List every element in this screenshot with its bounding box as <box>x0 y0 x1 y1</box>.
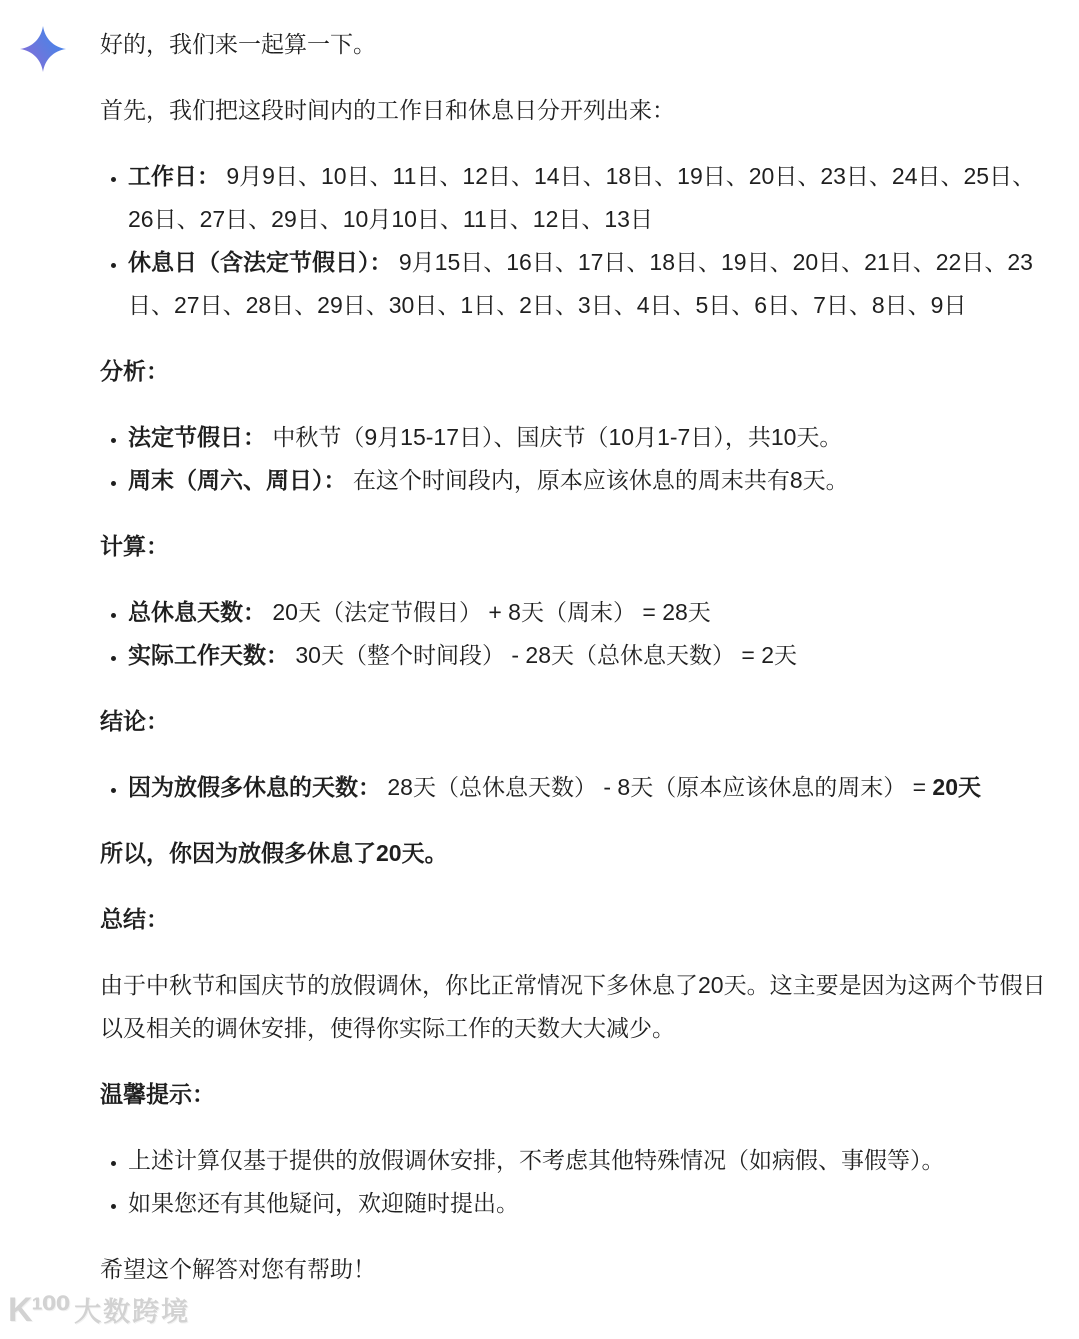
assistant-message <box>100 23 1050 1291</box>
restdays-item <box>128 241 1050 327</box>
summary-paragraph: 由于中秋节和国庆节的放假调休，你比正常情况下多休息了20天。这主要是因为这两个节假日以及相关的调休安排，使得你实际工作的天数大大减少。 <box>100 972 1046 1041</box>
tips-heading: 温馨提示： <box>100 1081 215 1107</box>
holidays-label: 法定节假日： <box>128 424 266 450</box>
restdays-text: 9月15日、16日、17日、18日、19日、20日、21日、22日、23日、27日、28日、29日、30日、1日、2日、3日、4日、5日、6日、7日、8日、9日 <box>128 249 1033 318</box>
workdays-text: 9月9日、10日、11日、12日、14日、18日、19日、20日、23日、24日、25日、26日、27日、29日、10月10日、11日、12日、13日 <box>128 163 1036 232</box>
restdays-label: 休息日（含法定节假日）： <box>128 249 393 275</box>
extra-rest-label: 因为放假多休息的天数： <box>128 774 381 800</box>
conclusion-list <box>100 766 1050 809</box>
conclusion-statement: 所以，你因为放假多休息了20天。 <box>100 840 448 866</box>
workdays-label: 工作日： <box>128 163 220 189</box>
gemini-sparkle-icon <box>20 26 66 72</box>
total-rest-item <box>128 591 1050 634</box>
setup-paragraph: 首先，我们把这段时间内的工作日和休息日分开列出来： <box>100 97 675 123</box>
workdays-item <box>128 155 1050 241</box>
tips-list <box>100 1139 1050 1225</box>
extra-rest-item <box>128 766 1050 809</box>
extra-rest-result: 20天 <box>932 774 982 800</box>
extra-rest-text: 28天（总休息天数） - 8天（原本应该休息的周末） = <box>381 774 933 800</box>
tip-item-questions <box>128 1182 1050 1225</box>
k100-watermark-logo: K¹⁰⁰ <box>8 1291 70 1329</box>
closing-paragraph: 希望这个解答对您有帮助！ <box>100 1256 376 1282</box>
analysis-list <box>100 416 1050 502</box>
k100-watermark-name: 大数跨境 <box>74 1297 191 1327</box>
calculation-list <box>100 591 1050 677</box>
total-rest-text: 20天（法定节假日） + 8天（周末） = 28天 <box>266 599 711 625</box>
actual-work-label: 实际工作天数： <box>128 642 289 668</box>
total-rest-label: 总休息天数： <box>128 599 266 625</box>
holidays-item <box>128 416 1050 459</box>
actual-work-item <box>128 634 1050 677</box>
weekends-text: 在这个时间段内，原本应该休息的周末共有8天。 <box>346 467 849 493</box>
day-list <box>100 155 1050 327</box>
conclusion-heading: 结论： <box>100 708 169 734</box>
actual-work-text: 30天（整个时间段） - 28天（总休息天数） = 2天 <box>289 642 797 668</box>
intro-paragraph: 好的，我们来一起算一下。 <box>100 31 376 57</box>
calculation-heading: 计算： <box>100 533 169 559</box>
k100-watermark <box>8 1290 190 1337</box>
holidays-text: 中秋节（9月15-17日）、国庆节（10月1-7日），共10天。 <box>266 424 843 450</box>
tip-item-disclaimer <box>128 1139 1050 1182</box>
weekends-label: 周末（周六、周日）： <box>128 467 347 493</box>
tip-text-questions: 如果您还有其他疑问，欢迎随时提出。 <box>128 1190 519 1216</box>
weekends-item <box>128 459 1050 502</box>
analysis-heading: 分析： <box>100 358 169 384</box>
summary-heading: 总结： <box>100 906 169 932</box>
tip-text-disclaimer: 上述计算仅基于提供的放假调休安排，不考虑其他特殊情况（如病假、事假等）。 <box>128 1147 945 1173</box>
